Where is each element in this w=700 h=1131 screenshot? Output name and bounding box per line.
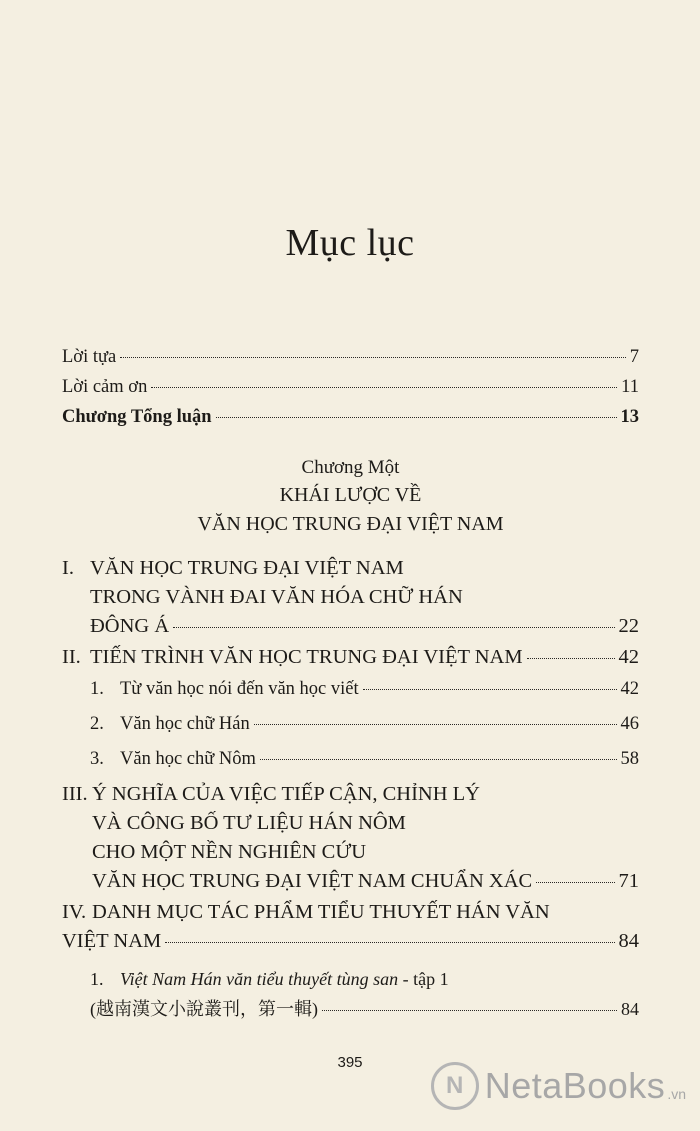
subsection-page: 42 — [620, 679, 639, 699]
watermark-logo — [431, 1062, 686, 1110]
dot-leader — [527, 658, 615, 659]
netabooks-logo-icon: N — [431, 1062, 479, 1110]
toc-entry-preface — [62, 342, 639, 372]
toc-subsection — [62, 744, 639, 774]
toc-section-4 — [62, 898, 639, 956]
toc-entry-acknowledgements — [62, 372, 639, 402]
subsection-page: 46 — [620, 714, 639, 734]
section-title-line: TIẾN TRÌNH VĂN HỌC TRUNG ĐẠI VIỆT NAM — [90, 646, 523, 668]
dot-leader — [216, 417, 617, 418]
dot-leader — [254, 724, 617, 725]
section-title-line: Ý NGHĨA CỦA VIỆC TIẾP CẬN, CHỈNH LÝ — [92, 783, 480, 805]
dot-leader — [120, 357, 626, 358]
subsection-label: Từ văn học nói đến văn học viết — [120, 679, 359, 699]
section-title-line: DANH MỤC TÁC PHẨM TIỂU THUYẾT HÁN VĂN — [92, 901, 550, 923]
dot-leader — [260, 759, 617, 760]
watermark-domain: .vn — [667, 1086, 686, 1102]
section-title-line: CHO MỘT NỀN NGHIÊN CỨU — [92, 841, 367, 863]
section-title-line: VÀ CÔNG BỐ TƯ LIỆU HÁN NÔM — [92, 812, 406, 834]
section-title-line: VĂN HỌC TRUNG ĐẠI VIỆT NAM — [90, 557, 404, 579]
subsection-chinese-title: (越南漢文小說叢刊，第一輯) — [90, 999, 318, 1019]
toc-entry-label: Lời tựa — [62, 347, 117, 367]
subsection-title-suffix: - tập 1 — [398, 969, 449, 989]
subsection-number: 1. — [90, 969, 104, 989]
section-title-line: VIỆT NAM — [62, 930, 162, 952]
toc-entry-page: 11 — [621, 377, 639, 397]
section-page: 84 — [618, 930, 639, 952]
dot-leader — [363, 689, 617, 690]
chapter-label: Chương Một — [301, 457, 400, 478]
table-of-contents — [62, 342, 639, 1024]
section-page: 71 — [618, 870, 639, 892]
toc-entry-label: Lời cảm ơn — [62, 377, 148, 397]
chapter-title-line1: KHÁI LƯỢC VỀ — [279, 484, 422, 506]
chapter-heading — [62, 454, 639, 539]
toc-subsection — [62, 674, 639, 704]
dot-leader — [165, 942, 614, 943]
toc-subsection — [62, 709, 639, 739]
toc-entry-label: Chương Tổng luận — [62, 407, 212, 427]
toc-section-3 — [62, 780, 639, 896]
subsection-page: 58 — [620, 749, 639, 769]
subsection-label: Văn học chữ Nôm — [120, 749, 256, 769]
toc-entry-page: 7 — [629, 347, 639, 367]
page-title: Mục lục — [285, 222, 415, 265]
section-title-line: VĂN HỌC TRUNG ĐẠI VIỆT NAM CHUẨN XÁC — [92, 870, 533, 892]
subsection-page: 84 — [621, 999, 639, 1019]
subsection-title-italic: Việt Nam Hán văn tiểu thuyết tùng san — [120, 969, 399, 989]
section-page: 22 — [618, 615, 639, 637]
subsection-number: 3. — [90, 749, 104, 769]
section-page: 42 — [618, 646, 639, 668]
chapter-title-line2: VĂN HỌC TRUNG ĐẠI VIỆT NAM — [197, 513, 504, 535]
section-number: III. — [62, 783, 88, 805]
section-number: I. — [62, 557, 74, 579]
section-title-line: ĐÔNG Á — [90, 615, 170, 637]
dot-leader — [173, 627, 614, 628]
watermark-name: NetaBooks — [484, 1065, 666, 1106]
dot-leader — [151, 387, 617, 388]
toc-section-2 — [62, 643, 639, 672]
section-number: II. — [62, 646, 81, 668]
page-number: 395 — [337, 1054, 363, 1071]
subsection-number: 1. — [90, 679, 104, 699]
section-title-line: TRONG VÀNH ĐAI VĂN HÓA CHỮ HÁN — [90, 586, 463, 608]
subsection-label: Văn học chữ Hán — [120, 714, 250, 734]
section-number: IV. — [62, 901, 87, 923]
subsection-number: 2. — [90, 714, 104, 734]
dot-leader — [536, 882, 614, 883]
toc-entry-page: 13 — [620, 407, 639, 427]
toc-subsection — [62, 964, 639, 1024]
dot-leader — [322, 1010, 617, 1011]
toc-section-1 — [62, 554, 639, 641]
toc-entry-general-chapter — [62, 402, 639, 432]
